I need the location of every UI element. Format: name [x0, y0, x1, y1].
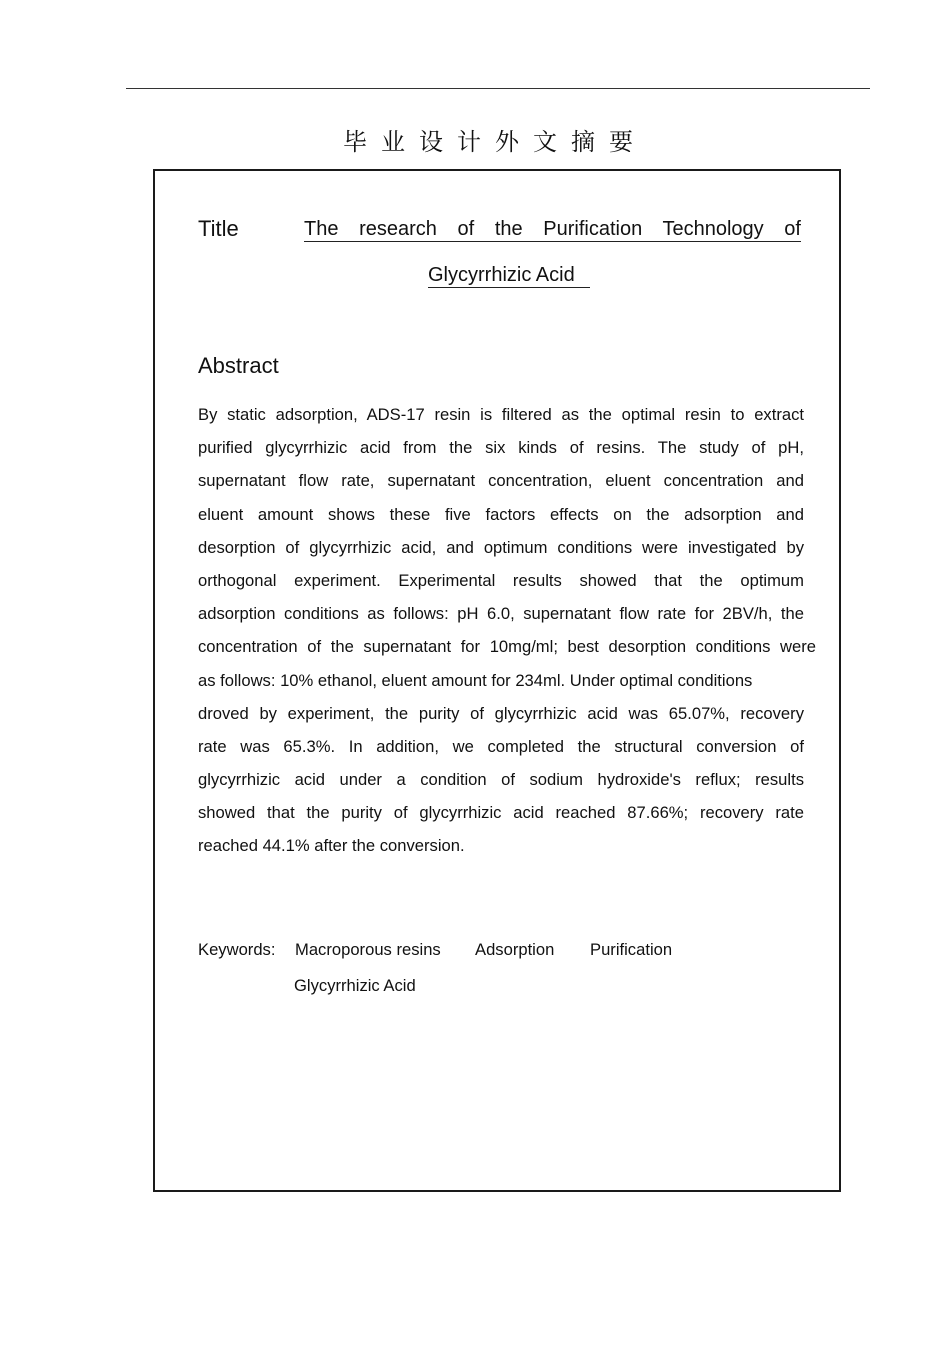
keyword-item: Adsorption	[475, 940, 555, 959]
keyword-item: Macroporous resins	[295, 940, 441, 959]
abstract-line: reached 44.1% after the conversion.	[198, 836, 465, 856]
abstract-line: supernatant flow rate, supernatant concentration, eluent concentration and	[198, 471, 804, 491]
abstract-line: concentration of the supernatant for 10mg/ml; best desorption conditions were	[198, 637, 816, 657]
keyword-item: Glycyrrhizic Acid	[294, 976, 416, 995]
abstract-line: eluent amount shows these five factors effects on the adsorption and	[198, 504, 804, 524]
abstract-line: By static adsorption, ADS-17 resin is filtered as the optimal resin to extract	[198, 405, 804, 424]
abstract-line: as follows: 10% ethanol, eluent amount for 234ml. Under optimal conditions	[198, 670, 753, 690]
header-rule	[126, 88, 870, 89]
abstract-line: desorption of glycyrrhizic acid, and optimum conditions were investigated by	[198, 537, 804, 557]
title-text-line-2: Glycyrrhizic Acid	[428, 264, 590, 288]
abstract-line: glycyrrhizic acid under a condition of sodium hydroxide's reflux; results	[198, 770, 804, 790]
abstract-line: orthogonal experiment. Experimental results showed that the optimum	[198, 570, 804, 590]
abstract-line: purified glycyrrhizic acid from the six kinds of resins. The study of pH,	[198, 438, 804, 458]
abstract-line: adsorption conditions as follows: pH 6.0, supernatant flow rate for 2BV/h, the	[198, 604, 804, 624]
keywords-label: Keywords:	[198, 940, 276, 959]
abstract-heading: Abstract	[198, 353, 279, 378]
abstract-body	[198, 398, 816, 863]
page-heading: 毕业设计外文摘要	[343, 128, 647, 156]
title-text-line-1: The research of the Purification Technology of	[304, 218, 801, 240]
title-label: Title	[198, 216, 239, 241]
keyword-item: Purification	[590, 940, 673, 959]
abstract-line: rate was 65.3%. In addition, we completed the structural conversion of	[198, 736, 804, 756]
abstract-line: droved by experiment, the purity of glycyrrhizic acid was 65.07%, recovery	[198, 703, 804, 723]
abstract-line: showed that the purity of glycyrrhizic acid reached 87.66%; recovery rate	[198, 803, 804, 823]
